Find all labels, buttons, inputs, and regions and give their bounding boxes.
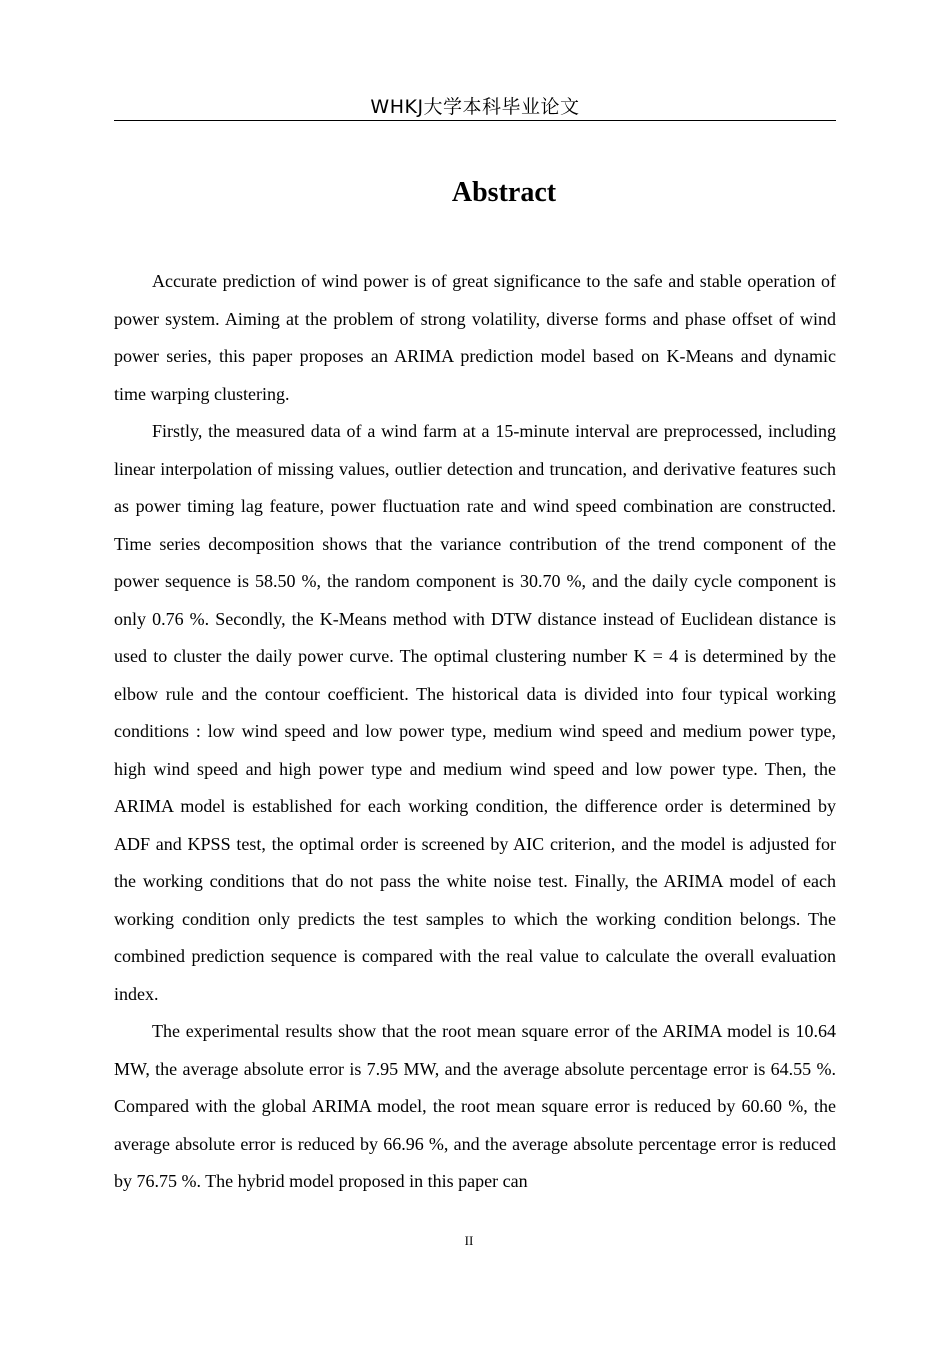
header-rule — [114, 120, 836, 121]
abstract-paragraph: Firstly, the measured data of a wind farm at a 15-minute interval are preprocessed, including linear interpolation of missing values, outlier detection and truncation, and derivative features such as power timing lag feature, power fluctuation rate and wind speed combination are constructed. Time series decomposition shows that the variance contribution of the trend component of the power sequence is 58.50 %, the random component is 30.70 %, and the daily cycle component is only 0.76 %. Secondly, the K-Means method with DTW distance instead of Euclidean distance is used to cluster the daily power curve. The optimal clustering number K = 4 is determined by the elbow rule and the contour coefficient. The historical data is divided into four typical working conditions : low wind speed and low power type, medium wind speed and medium power type, high wind speed and high power type and medium wind speed and low power type. Then, the ARIMA model is established for each working condition, the difference order is determined by ADF and KPSS test, the optimal order is screened by AIC criterion, and the model is adjusted for the working conditions that do not pass the white noise test. Finally, the ARIMA model of each working condition only predicts the test samples to which the working condition belongs. The combined prediction sequence is compared with the real value to calculate the overall evaluation index. — [114, 421, 836, 1004]
abstract-body — [114, 263, 836, 1201]
page-number: II — [464, 1233, 474, 1248]
running-header: WHKJ大学本科毕业论文 — [370, 96, 580, 118]
abstract-title: Abstract — [451, 177, 557, 208]
abstract-paragraph: Accurate prediction of wind power is of great significance to the safe and stable operation of power system. Aiming at the problem of strong volatility, diverse forms and phase offset of wind power series, this paper proposes an ARIMA prediction model based on K-Means and dynamic time warping clustering. — [114, 271, 836, 404]
abstract-paragraph: The experimental results show that the root mean square error of the ARIMA model is 10.64 MW, the average absolute error is 7.95 MW, and the average absolute percentage error is 64.55 %. Compared with the global ARIMA model, the root mean square error is reduced by 60.60 %, the average absolute error is reduced by 66.96 %, and the average absolute percentage error is reduced by 76.75 %. The hybrid model proposed in this paper can — [114, 1021, 836, 1191]
